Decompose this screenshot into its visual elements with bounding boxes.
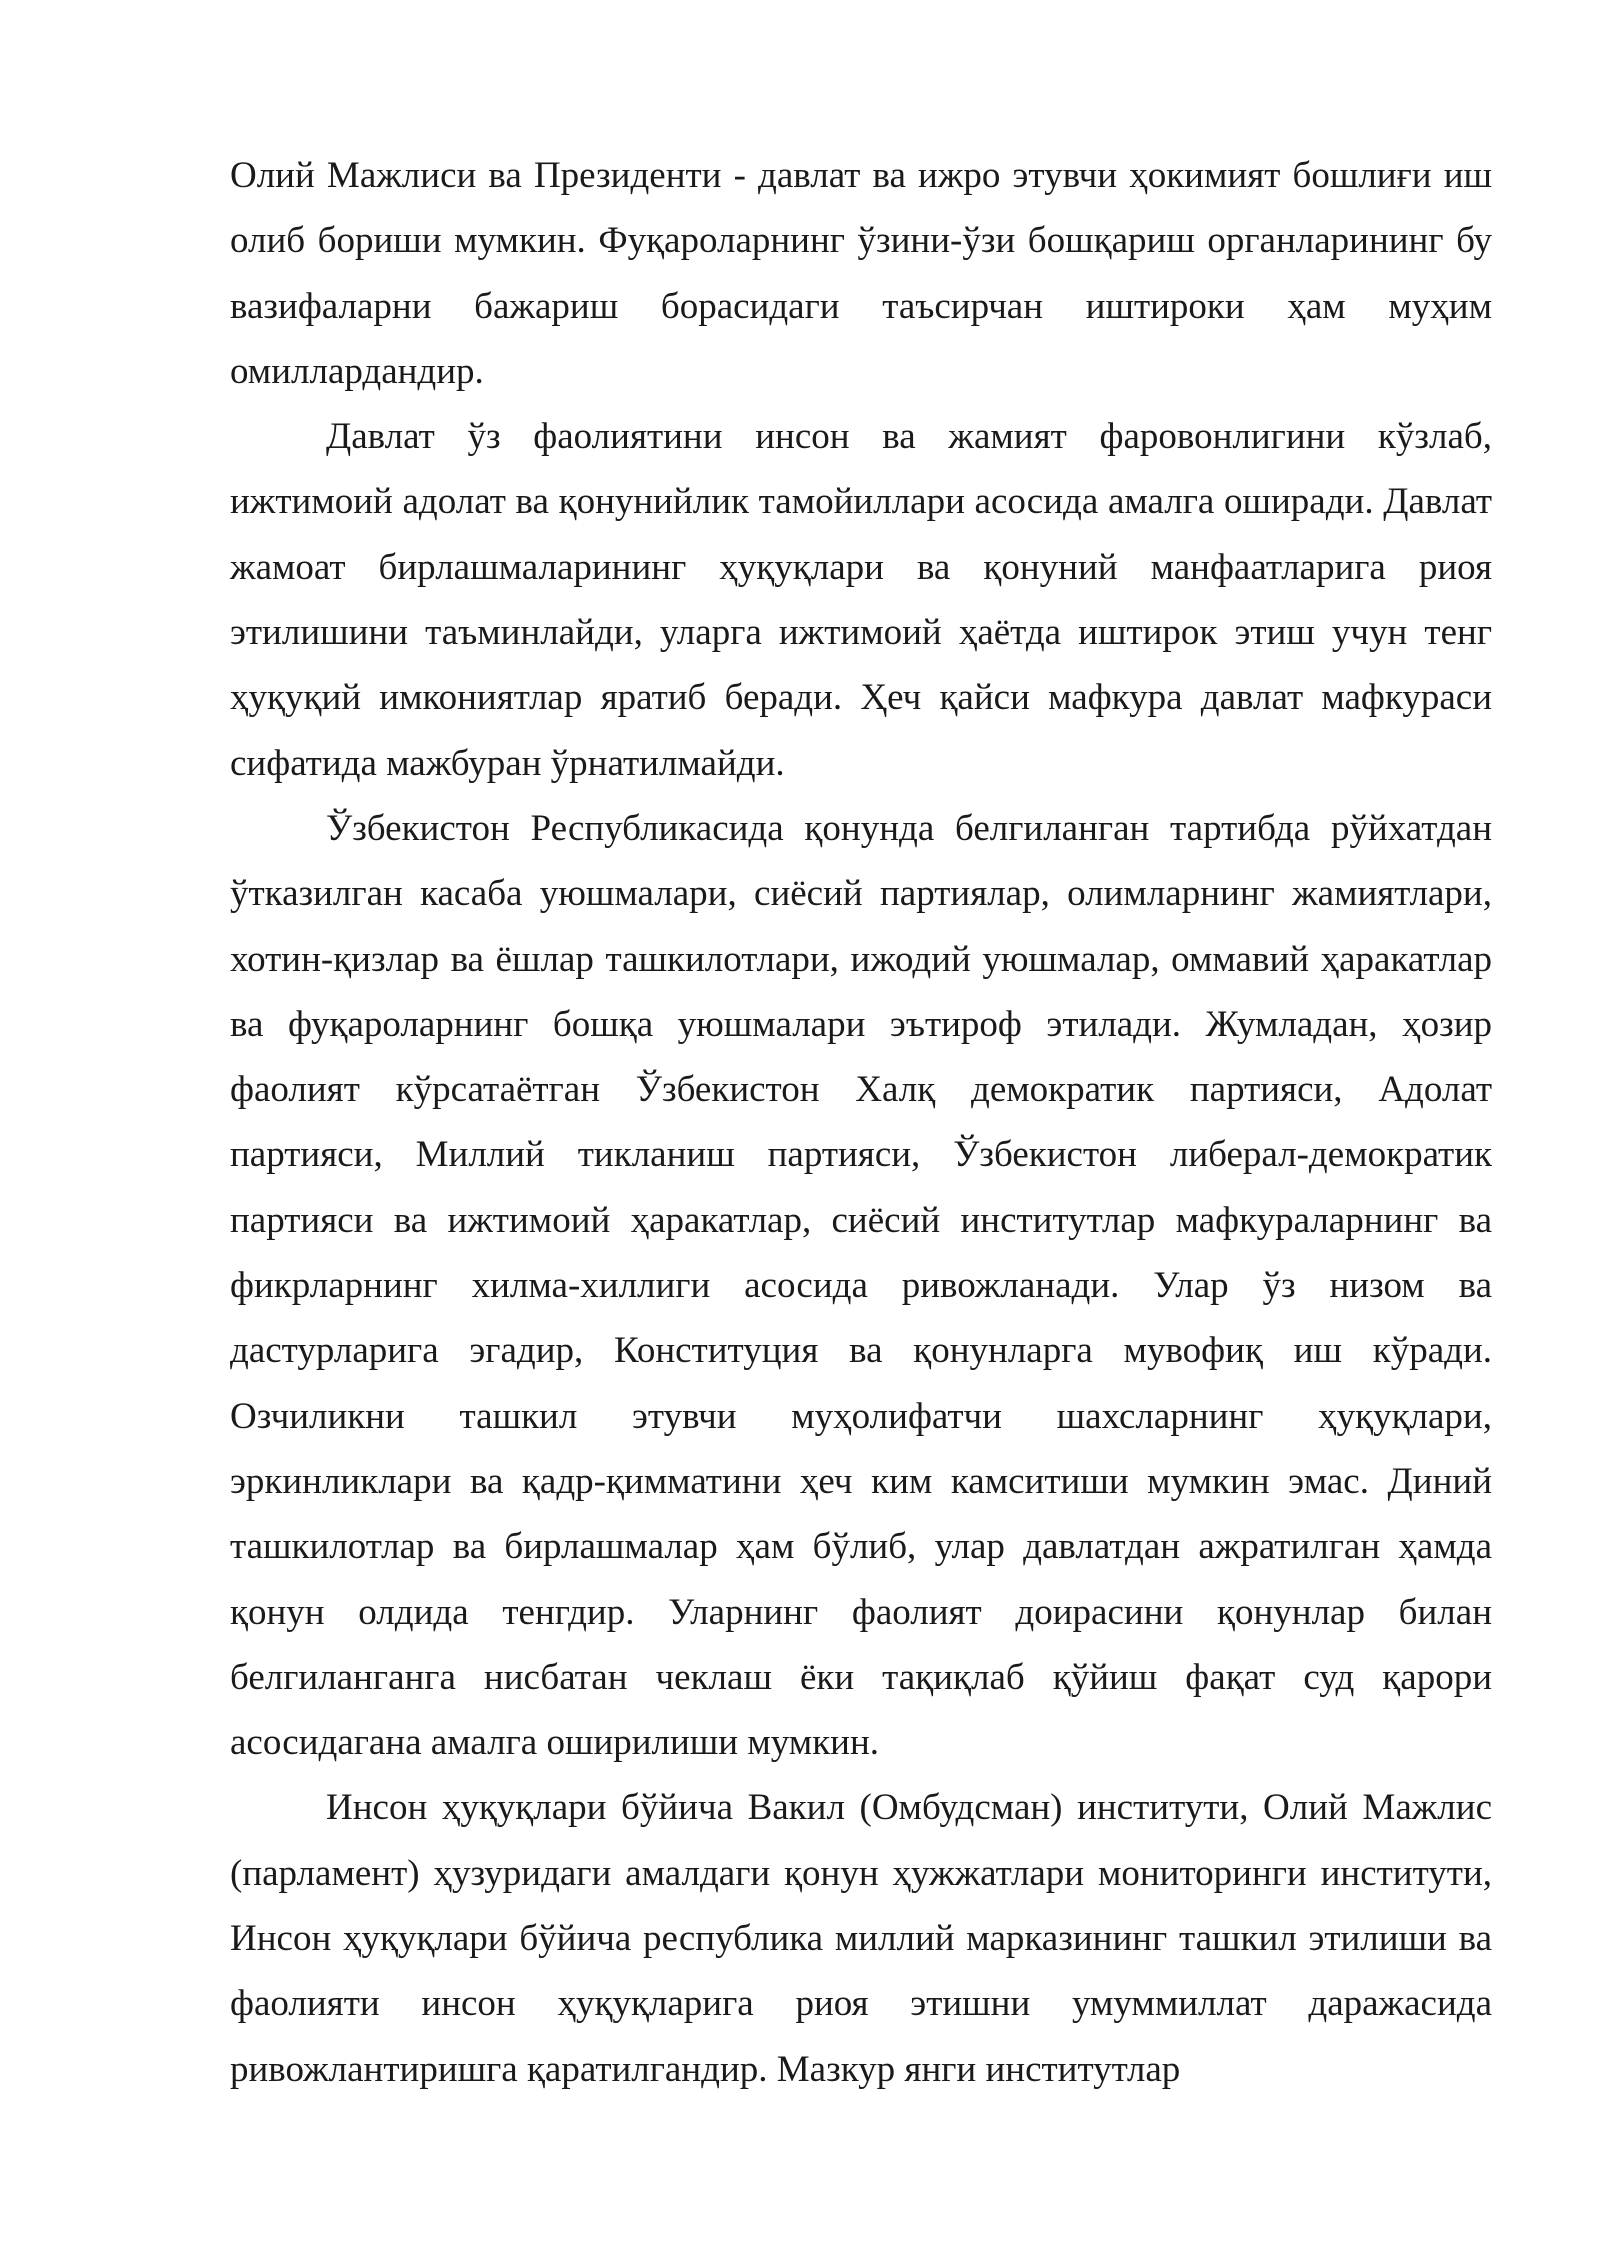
paragraph-3: Ўзбекистон Республикасида қонунда белгиланган тартибда рўйхатдан ўтказилган касаба уюшмалари, сиёсий партиялар, олимларнинг жамиятлари, хотин-қизлар ва ёшлар ташкилотлари, ижодий уюшмалар, оммавий ҳаракатлар ва фуқароларнинг бошқа уюшмалари эътироф этилади. Жумладан, ҳозир фаолият кўрсатаётган Ўзбекистон Халқ демократик партияси, Адолат партияси, Миллий тикланиш партияси, Ўзбекистон либерал-демократик партияси ва ижтимоий ҳаракатлар, сиёсий институтлар мафкураларнинг ва фикрларнинг хилма-хиллиги асосида ривожланади. Улар ўз низом ва дастурларига эгадир, Конституция ва қонунларга мувофиқ иш кўради. Озчиликни ташкил этувчи муҳолифатчи шахсларнинг ҳуқуқлари, эркинликлари ва қадр-қимматини ҳеч ким камситиши мумкин эмас. Диний ташкилотлар ва бирлашмалар ҳам бўлиб, улар давлатдан ажратилган ҳамда қонун олдида тенгдир. Уларнинг фаолият доирасини қонунлар билан белгиланганга нисбатан чеклаш ёки тақиқлаб қўйиш фақат суд қарори асосидагана амалга оширилиши мумкин. <box>230 807 1492 1764</box>
document-body <box>230 143 1492 2102</box>
paragraph-1: Олий Мажлиси ва Президенти - давлат ва ижро этувчи ҳокимият бошлиғи иш олиб бориши мумкин. Фуқароларнинг ўзини-ўзи бошқариш органларининг бу вазифаларни бажариш борасидаги таъсирчан иштироки ҳам муҳим омиллардандир. <box>230 155 1492 392</box>
paragraph-4: Инсон ҳуқуқлари бўйича Вакил (Омбудсман) институти, Олий Мажлис (парламент) ҳузуридаги амалдаги қонун ҳужжатлари мониторинги институти, Инсон ҳуқуқлари бўйича республика миллий марказининг ташкил этилиши ва фаолияти инсон ҳуқуқларига риоя этишни умуммиллат даражасида ривожлантиришга қаратилгандир. Мазкур янги институтлар <box>230 1787 1492 2090</box>
paragraph-2: Давлат ўз фаолиятини инсон ва жамият фаровонлигини кўзлаб, ижтимоий адолат ва қонунийлик тамойиллари асосида амалга оширади. Давлат жамоат бирлашмаларининг ҳуқуқлари ва қонуний манфаатларига риоя этилишини таъминлайди, уларга ижтимоий ҳаётда иштирок этиш учун тенг ҳуқуқий имкониятлар яратиб беради. Ҳеч қайси мафкура давлат мафкураси сифатида мажбуран ўрнатилмайди. <box>230 416 1492 784</box>
